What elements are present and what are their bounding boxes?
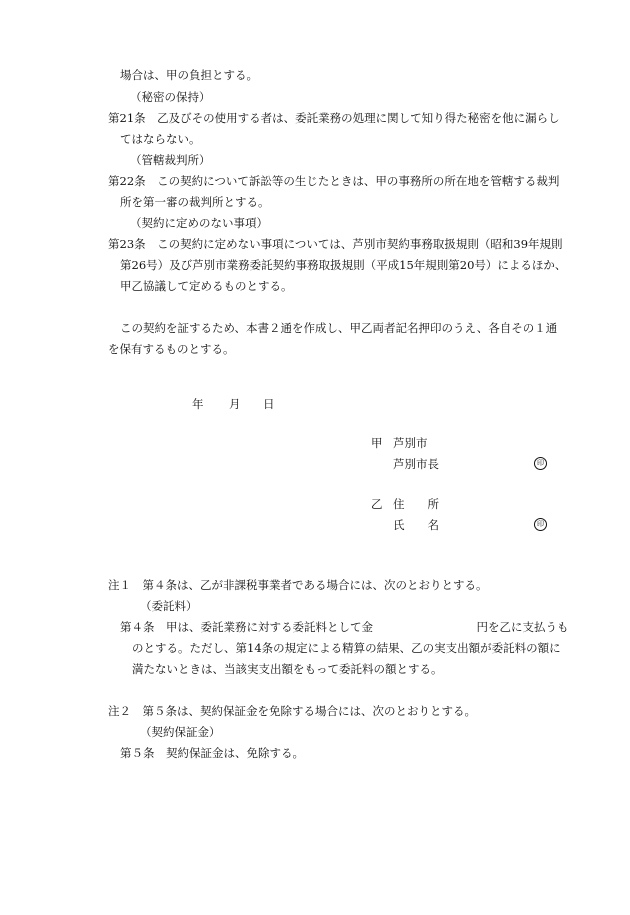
note-heading: （委託料） [140, 599, 198, 613]
note-1: 注１ 第４条は、乙が非課税事業者である場合には、次のとおりとする。 [108, 578, 488, 592]
text-line: 所を第一審の裁判所とする。 [120, 195, 270, 209]
text-line: 場合は、甲の負担とする。 [120, 68, 258, 82]
article-21: 第21条 乙及びその使用する者は、委託業務の処理に関して知り得た秘密を他に漏らし [108, 111, 560, 125]
party-b-name-label: 氏 名 [393, 518, 439, 532]
seal-mark: 印 [534, 457, 547, 470]
note-2-article: 第５条 契約保証金は、免除する。 [120, 746, 304, 760]
text-line: 甲乙協議して定めるものとする。 [120, 279, 293, 293]
party-a-title: 芦別市長 [393, 457, 439, 471]
article-heading: （契約に定めのない事項） [130, 216, 268, 230]
note-1-article: 第４条 甲は、委託業務に対する委託料として金 円を乙に支払うも [120, 620, 569, 634]
text-line: 第26号）及び芦別市業務委託契約事務取扱規則（平成15年規則第20号）によるほか、 [120, 258, 567, 272]
text-line: のとする。ただし、第14条の規定による精算の結果、乙の実支出額が委託料の額に [132, 641, 561, 655]
party-b-label: 乙 [371, 497, 383, 511]
article-heading: （秘密の保持） [130, 90, 211, 104]
date-month: 月 [229, 397, 241, 411]
text-line: 満たないときは、当該実支出額をもって委託料の額とする。 [132, 662, 443, 676]
date-day: 日 [263, 397, 275, 411]
article-heading: （管轄裁判所） [130, 153, 211, 167]
party-b-address-label: 住 所 [393, 497, 439, 511]
article-22: 第22条 この契約について訴訟等の生じたときは、甲の事務所の所在地を管轄する裁判 [108, 174, 560, 188]
note-heading: （契約保証金） [140, 725, 221, 739]
date-year: 年 [192, 397, 204, 411]
article-23: 第23条 この契約に定めない事項については、芦別市契約事務取扱規則（昭和39年規則 [108, 237, 563, 251]
party-a-name: 芦別市 [393, 436, 428, 450]
seal-mark: 印 [534, 518, 547, 531]
closing-paragraph: を保有するものとする。 [108, 342, 235, 356]
text-line: てはならない。 [120, 132, 201, 146]
note-2: 注２ 第５条は、契約保証金を免除する場合には、次のとおりとする。 [108, 704, 476, 718]
closing-paragraph: この契約を証するため、本書２通を作成し、甲乙両者記名押印のうえ、各自その１通 [120, 321, 558, 335]
party-a-label: 甲 [371, 436, 383, 450]
